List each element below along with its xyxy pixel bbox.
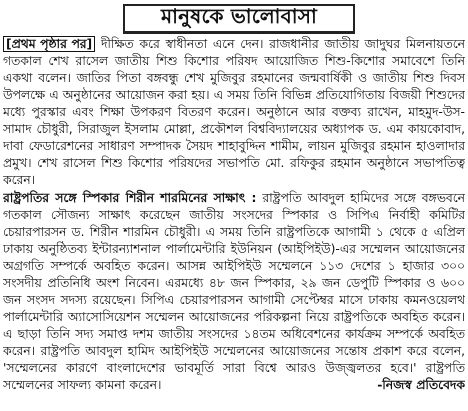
paragraph-1-text: দীক্ষিত করে স্বাধীনতা এনে দেন। রাজধানীর জাতীয় জাদুঘর মিলনায়তনে গতকাল শেখ রাসেল জাতীয় শিশু কিশোর পরিষদ আয়োজিত শিশু-কিশোর সমাবেশে তিনি একথা বলেন। জাতির পিতা বঙ্গবন্ধু শেখ মুজিবুর রহমানের জন্মবার্ষিকী ও জাতীয় শিশু দিবস উপলক্ষে এ অনুষ্ঠানের আয়োজন করা হয়। এ সময় তিনি বিভিন্ন প্রতিযোগিতায় বিজয়ী শিশুদের মধ্যে পুরস্কার এবং শিক্ষা উপকরণ বিতরণ করেন। অনুষ্ঠানে আর বক্তব্য রাখেন, মাহমুদ-উস-সামাদ চৌধুরী, সিরাজুল ইসলাম মোল্লা, প্রকৌশল বিশ্ববিদ্যালয়ের অধ্যাপক ড. এম কায়কোবাদ, দাবা ফেডারেশনের সাধারণ সম্পাদক সৈয়দ শাহাবুদ্দিন শামীম, লায়ন মুজিবুর রহমান হাওলাদার প্রমুখ। শেখ রাসেল শিশু কিশোর পরিষদের সভাপতি মো. রফিকুর রহমান অনুষ্ঠানে সভাপতিত্ব করেন। (3, 37, 465, 187)
article-body (3, 36, 465, 411)
subheading: রাষ্ট্রপতির সঙ্গে স্পিকার শিরীন শারমিনের সাক্ষাৎ : (3, 191, 257, 205)
byline: -নিজস্ব প্রতিবেদক (377, 378, 465, 392)
paragraph-2-text: রাষ্ট্রপতি আবদুল হামিদের সঙ্গে বঙ্গভবনে গতকাল সৌজন্য সাক্ষাৎ করেছেন জাতীয় সংসদের স্পিকার ও সিপিএ নির্বাহী কমিটির চেয়ারপারসন ড. শিরীন শারমিন চৌধুরী। এ সময় তিনি রাষ্ট্রপতিকে আগামী ১ থেকে ৫ এপ্রিল ঢাকায় অনুষ্ঠিতব্য ইন্টারন্যাশনাল পার্লামেন্টারি ইউনিয়ন (আইপিইউ)-এর সম্মেলন আয়োজনের অগ্রগতি সম্পর্কে অবহিত করেন। আসন্ন আইপিইউ সম্মেলনে ১১৩ দেশের ১ হাজার ৩০০ সংসদীয় প্রতিনিধি অংশ নিবেন। এরমধ্যে ৪৮ জন স্পিকার, ২৯ জন ডেপুটি স্পিকার ও ৬০০ জন সংসদ সদস্য রয়েছেন। সিপিএ চেয়ারপারসন আগামী সেপ্টেম্বর মাসে ঢাকায় কমনওয়েলথ পার্লামেন্টারি অ্যাসোসিয়েশন সম্মেলন আয়োজনের পরিকল্পনা নিয়ে রাষ্ট্রপতিকে অবহিত করেন। এ ছাড়া তিনি সদ্য সমাপ্ত দশম জাতীয় সংসদের ১৪তম অধিবেশনের কার্যক্রম সম্পর্কে অবহিত করেন। রাষ্ট্রপতি আবদুল হামিদ আইপিইউ সম্মেলনের আয়োজনের সন্তোষ প্রকাশ করে বলেন, 'সম্মেলনের কারণে বাংলাদেশের ভাবমূর্তি সারা বিশ্বে আরও উজ্জ্বলতর হবে।' রাষ্ট্রপতি সম্মেলনের সাফল্য কামনা করেন। (3, 191, 465, 392)
paragraph-2 (3, 190, 465, 394)
headline-box (123, 4, 355, 34)
paragraph-1 (3, 36, 465, 189)
headline: মানুষকে ভালোবাসা (160, 4, 318, 28)
continued-from-front-page-label: [প্রথম পৃষ্ঠার পর] (3, 36, 95, 52)
